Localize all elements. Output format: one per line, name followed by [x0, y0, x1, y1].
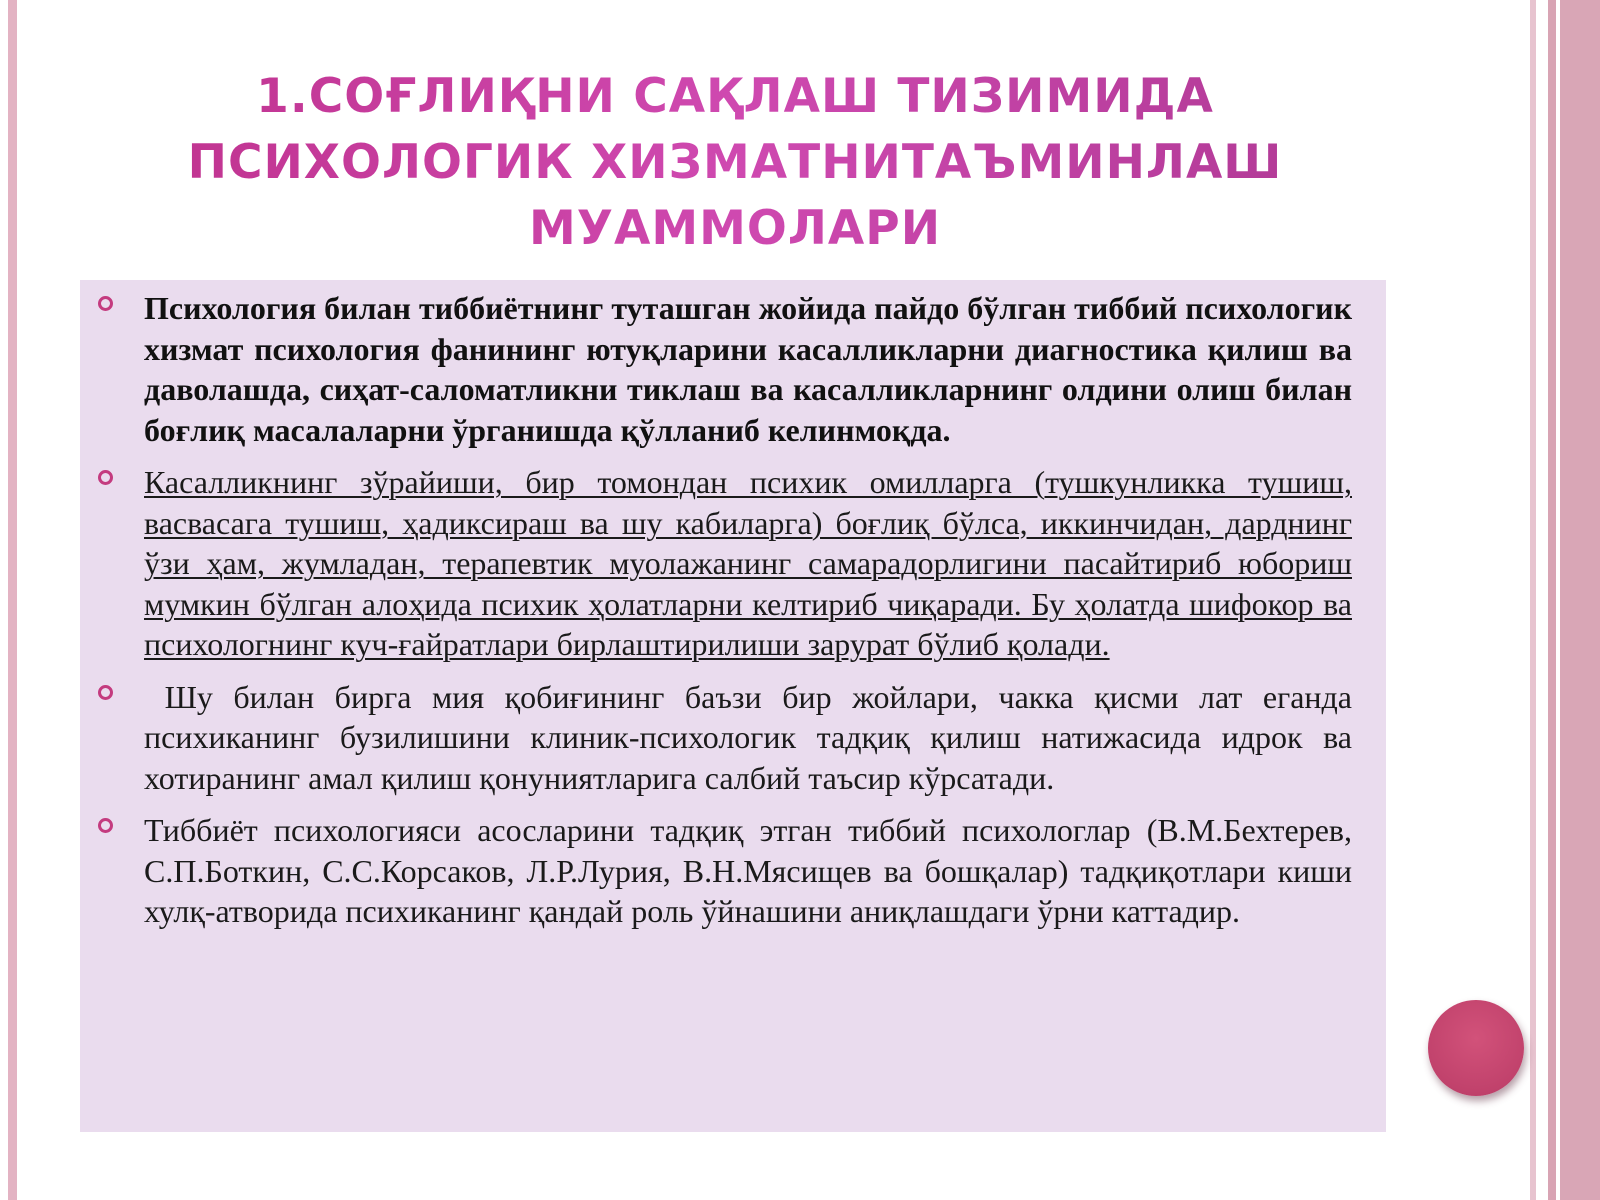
list-item	[80, 810, 1386, 932]
bullet-list	[80, 288, 1386, 944]
list-item	[80, 677, 1386, 799]
bullet-circle-icon	[98, 818, 113, 833]
bullet-circle-icon	[98, 470, 113, 485]
list-item	[80, 462, 1386, 665]
bullet-text: Касалликнинг зўрайиши, бир томондан психик омилларга (тушкунликка тушиш, васвасага тушиш, ҳадиксираш ва шу кабиларга) боғлиқ бўлса, иккинчидан, дарднинг ўзи ҳам, жумладан, терапевтик муолажанинг самарадорлигини пасайтириб юбориш мумкин бўлган алоҳида психик ҳолатларни келтириб чиқаради. Бу ҳолатда шифокор ва психологнинг куч-ғайратлари бирлаштирилиши зарурат бўлиб қолади.	[144, 464, 1352, 662]
list-item	[80, 288, 1386, 450]
right-decorative-line	[1530, 0, 1536, 1200]
bullet-text: Тиббиёт психологияси асосларини тадқиқ этган тиббий психологлар (В.М.Бехтерев, С.П.Боткин, С.С.Корсаков, Л.Р.Лурия, В.Н.Мясищев ва бошқалар) тадқиқотлари киши хулқ-атворида психиканинг қандай роль ўйнашини аниқлашдаги ўрни каттадир.	[144, 812, 1352, 929]
slide-title: 1.СОҒЛИҚНИ САҚЛАШ ТИЗИМИДА ПСИХОЛОГИК ХИЗМАТНИТАЪМИНЛАШ МУАММОЛАРИ	[140, 64, 1330, 262]
bullet-circle-icon	[98, 685, 113, 700]
bullet-text: Психология билан тиббиётнинг туташган жойида пайдо бўлган тиббий психологик хизмат психология фанининг ютуқларини касалликларни диагностика қилиш ва даволашда, сиҳат-саломатликни тиклаш ва касалликларнинг олдини олиш билан боғлиқ масалаларни ўрганишда қўлланиб келинмоқда.	[144, 290, 1352, 448]
bullet-text: Шу билан бирга мия қобиғининг баъзи бир жойлари, чакка қисми лат еганда психиканинг бузилишини клиник-психологик тадқиқ қилиш натижасида идрок ва хотиранинг амал қилиш қонуниятларига салбий таъсир кўрсатади.	[144, 678, 1361, 796]
decorative-circle-icon	[1428, 1000, 1524, 1096]
bullet-circle-icon	[98, 296, 113, 311]
left-decorative-stripe	[8, 0, 17, 1200]
right-decorative-band	[1548, 0, 1600, 1200]
